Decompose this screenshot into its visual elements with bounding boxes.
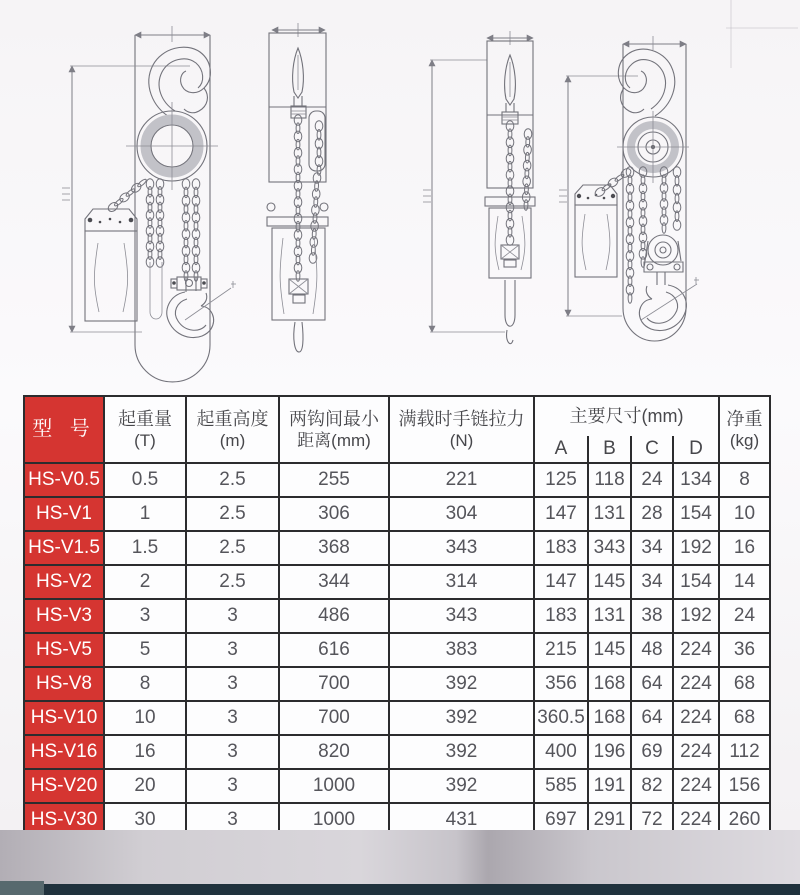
cell-model: HS-V16: [24, 735, 104, 769]
footer-gradient-band: [0, 830, 800, 884]
cell-height: 3: [186, 599, 279, 633]
cell-dim-b: 168: [588, 701, 631, 735]
specification-table: [23, 395, 771, 838]
cell-dim-c: 38: [631, 599, 673, 633]
cell-pull: 314: [389, 565, 534, 599]
hoist-side-view-left: [267, 23, 328, 352]
cell-model: HS-V1.5: [24, 531, 104, 565]
cell-distance: 700: [279, 701, 389, 735]
cell-dim-a: 147: [534, 565, 588, 599]
cell-model: HS-V2: [24, 565, 104, 599]
cell-height: 3: [186, 803, 279, 837]
cell-capacity: 16: [104, 735, 186, 769]
cell-pull: 304: [389, 497, 534, 531]
cell-height: 3: [186, 701, 279, 735]
cell-distance: 255: [279, 463, 389, 497]
header-line: 满载时手链拉力: [398, 408, 525, 429]
header-dim-d: D: [673, 436, 719, 463]
cell-model: HS-V0.5: [24, 463, 104, 497]
cell-pull: 343: [389, 599, 534, 633]
cell-capacity: 8: [104, 667, 186, 701]
cell-model: HS-V5: [24, 633, 104, 667]
cell-dim-b: 131: [588, 599, 631, 633]
cell-capacity: 1: [104, 497, 186, 531]
cell-capacity: 30: [104, 803, 186, 837]
cell-dim-c: 34: [631, 531, 673, 565]
cell-capacity: 3: [104, 599, 186, 633]
cell-distance: 306: [279, 497, 389, 531]
cell-pull: 343: [389, 531, 534, 565]
header-hook-distance: [279, 396, 389, 463]
cell-dim-d: 224: [673, 701, 719, 735]
cell-capacity: 20: [104, 769, 186, 803]
technical-drawings: [0, 0, 800, 398]
cell-capacity: 2: [104, 565, 186, 599]
cell-distance: 616: [279, 633, 389, 667]
header-line: (kg): [729, 431, 760, 451]
cell-capacity: 5: [104, 633, 186, 667]
cell-dim-a: 183: [534, 531, 588, 565]
header-line: 起重量: [118, 408, 172, 429]
cell-dim-d: 224: [673, 735, 719, 769]
header-model: 型 号: [24, 396, 104, 463]
cell-model: HS-V3: [24, 599, 104, 633]
cell-dim-c: 64: [631, 667, 673, 701]
cell-dim-a: 585: [534, 769, 588, 803]
hoist-front-view-left: [62, 26, 236, 382]
cell-dim-a: 356: [534, 667, 588, 701]
cell-distance: 344: [279, 565, 389, 599]
cell-weight: 8: [719, 463, 770, 497]
cell-model: HS-V8: [24, 667, 104, 701]
table-row: [24, 463, 770, 497]
table-row: [24, 735, 770, 769]
header-line: 两钩间最小: [289, 408, 379, 429]
cell-dim-c: 69: [631, 735, 673, 769]
cell-dim-d: 192: [673, 599, 719, 633]
cell-dim-a: 360.5: [534, 701, 588, 735]
cell-weight: 68: [719, 701, 770, 735]
cell-model: HS-V1: [24, 497, 104, 531]
hoist-side-view-right: [423, 31, 535, 344]
cell-dim-a: 400: [534, 735, 588, 769]
cell-dim-d: 224: [673, 769, 719, 803]
cell-weight: 16: [719, 531, 770, 565]
cell-weight: 260: [719, 803, 770, 837]
cell-pull: 431: [389, 803, 534, 837]
hoist-front-view-right: [559, 36, 699, 341]
cell-dim-a: 697: [534, 803, 588, 837]
cell-dim-d: 224: [673, 803, 719, 837]
cell-height: 3: [186, 769, 279, 803]
cell-dim-a: 147: [534, 497, 588, 531]
cell-height: 2.5: [186, 463, 279, 497]
cell-pull: 383: [389, 633, 534, 667]
header-main-dimensions: 主要尺寸(mm): [534, 396, 719, 436]
cell-height: 2.5: [186, 497, 279, 531]
footer-bar-left-segment: [0, 881, 44, 895]
header-dim-a: A: [534, 436, 588, 463]
cell-pull: 392: [389, 667, 534, 701]
table-row: [24, 599, 770, 633]
cell-height: 2.5: [186, 565, 279, 599]
cell-model: HS-V10: [24, 701, 104, 735]
cell-dim-d: 192: [673, 531, 719, 565]
header-lift-height: [186, 396, 279, 463]
table-row: [24, 701, 770, 735]
header-chain-pull: [389, 396, 534, 463]
cell-distance: 1000: [279, 803, 389, 837]
table-row: [24, 633, 770, 667]
cell-dim-d: 134: [673, 463, 719, 497]
header-line: 距离(mm): [297, 431, 371, 451]
cell-dim-d: 154: [673, 565, 719, 599]
cell-dim-c: 28: [631, 497, 673, 531]
cell-dim-b: 131: [588, 497, 631, 531]
header-line: (m): [219, 431, 246, 451]
cell-pull: 221: [389, 463, 534, 497]
cell-dim-a: 125: [534, 463, 588, 497]
cell-dim-c: 64: [631, 701, 673, 735]
cell-capacity: 0.5: [104, 463, 186, 497]
cell-dim-b: 145: [588, 565, 631, 599]
cell-dim-c: 72: [631, 803, 673, 837]
cell-distance: 1000: [279, 769, 389, 803]
cell-capacity: 10: [104, 701, 186, 735]
cell-pull: 392: [389, 735, 534, 769]
cell-height: 3: [186, 735, 279, 769]
header-net-weight: [719, 396, 770, 463]
header-row-1: [24, 396, 770, 436]
cell-height: 3: [186, 667, 279, 701]
cell-weight: 24: [719, 599, 770, 633]
cell-dim-c: 48: [631, 633, 673, 667]
table-row: [24, 565, 770, 599]
header-line: 起重高度: [196, 408, 269, 429]
cell-dim-b: 168: [588, 667, 631, 701]
cell-dim-b: 191: [588, 769, 631, 803]
header-dim-b: B: [588, 436, 631, 463]
table-row: [24, 497, 770, 531]
table-row: [24, 667, 770, 701]
cell-weight: 14: [719, 565, 770, 599]
cell-weight: 112: [719, 735, 770, 769]
cell-weight: 10: [719, 497, 770, 531]
table-row: [24, 769, 770, 803]
cell-model: HS-V30: [24, 803, 104, 837]
cell-dim-c: 34: [631, 565, 673, 599]
table-row: [24, 531, 770, 565]
cell-weight: 156: [719, 769, 770, 803]
cell-distance: 486: [279, 599, 389, 633]
header-dim-c: C: [631, 436, 673, 463]
footer-bar: [0, 884, 800, 895]
cell-dim-c: 82: [631, 769, 673, 803]
cell-dim-a: 215: [534, 633, 588, 667]
header-line: (N): [449, 431, 474, 451]
cell-capacity: 1.5: [104, 531, 186, 565]
cell-pull: 392: [389, 769, 534, 803]
cell-dim-a: 183: [534, 599, 588, 633]
cell-model: HS-V20: [24, 769, 104, 803]
cell-dim-d: 224: [673, 667, 719, 701]
cell-dim-b: 196: [588, 735, 631, 769]
cell-dim-b: 343: [588, 531, 631, 565]
header-line: (T): [134, 431, 156, 451]
cell-dim-d: 224: [673, 633, 719, 667]
cell-dim-b: 291: [588, 803, 631, 837]
header-line: 净重: [726, 408, 763, 429]
cell-dim-b: 118: [588, 463, 631, 497]
cell-pull: 392: [389, 701, 534, 735]
cell-distance: 820: [279, 735, 389, 769]
header-capacity: [104, 396, 186, 463]
cell-distance: 700: [279, 667, 389, 701]
cell-height: 2.5: [186, 531, 279, 565]
cell-dim-d: 154: [673, 497, 719, 531]
cell-dim-b: 145: [588, 633, 631, 667]
cell-weight: 36: [719, 633, 770, 667]
cell-distance: 368: [279, 531, 389, 565]
cell-height: 3: [186, 633, 279, 667]
cell-weight: 68: [719, 667, 770, 701]
cell-dim-c: 24: [631, 463, 673, 497]
